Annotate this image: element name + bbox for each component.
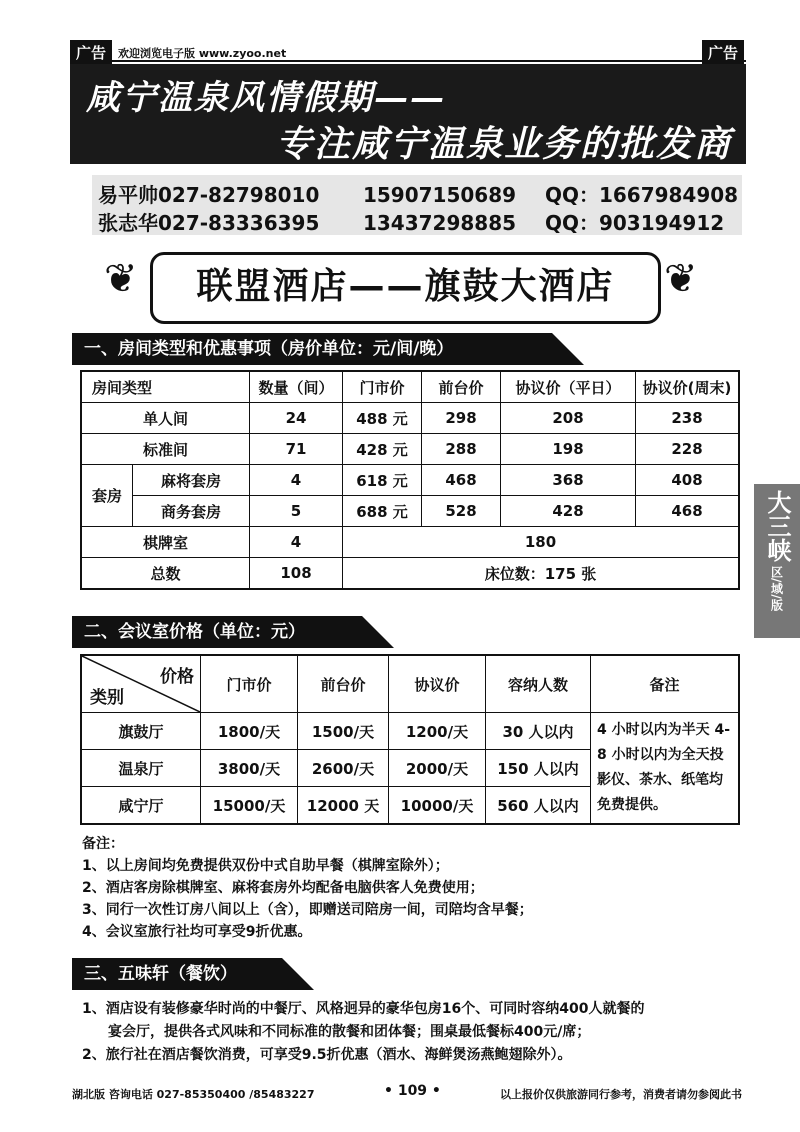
corner-top-label: 价格	[160, 667, 194, 687]
ornament-left-icon: ❦	[104, 256, 138, 302]
room-table	[80, 370, 740, 590]
note-item: 1、以上房间均免费提供双份中式自助早餐（棋牌室除外）；	[82, 858, 449, 874]
cell: 368	[501, 465, 636, 496]
footer-left: 湖北版 咨询电话 027-85350400 /85483227	[72, 1088, 315, 1101]
dining-item: 2、旅行社在酒店餐饮消费，可享受9.5折优惠（酒水、海鲜煲汤燕鲍翅除外）。	[82, 1047, 572, 1063]
page-number: • 109 •	[384, 1083, 441, 1099]
cell: 4	[250, 465, 343, 496]
table-row	[81, 713, 739, 750]
cell: 288	[422, 434, 501, 465]
cell: 618 元	[343, 465, 422, 496]
corner-cell	[81, 655, 201, 713]
site-text: 欢迎浏览电子版 www.zyoo.net	[118, 47, 287, 60]
col-header: 容纳人数	[486, 655, 591, 713]
cell: 2000/天	[389, 750, 486, 787]
col-header: 备注	[591, 655, 740, 713]
cell: 108	[250, 558, 343, 590]
contact-row	[98, 207, 724, 236]
cell: 238	[636, 403, 740, 434]
col-header: 协议价	[389, 655, 486, 713]
cell: 24	[250, 403, 343, 434]
cell: 428 元	[343, 434, 422, 465]
cell: 298	[422, 403, 501, 434]
side-tab-big: 大三峡	[763, 490, 791, 562]
note-item: 2、酒店客房除棋牌室、麻将套房外均配备电脑供客人免费使用；	[82, 880, 484, 896]
cell: 旗鼓厅	[81, 713, 201, 750]
cell: 5	[250, 496, 343, 527]
col-header: 协议价（平日）	[501, 371, 636, 403]
table-header-row	[81, 655, 739, 713]
footer-right: 以上报价仅供旅游同行参考，消费者请勿参阅此书	[500, 1088, 742, 1101]
cell: 468	[422, 465, 501, 496]
cell: 468	[636, 496, 740, 527]
table-row	[81, 434, 739, 465]
table-row	[81, 496, 739, 527]
ad-tag-right: 广告	[702, 40, 744, 65]
cell: 208	[501, 403, 636, 434]
contact-mobile: 13437298885	[362, 211, 517, 235]
cell: 咸宁厅	[81, 787, 201, 825]
cell: 温泉厅	[81, 750, 201, 787]
cell: 428	[501, 496, 636, 527]
cell: 15000/天	[201, 787, 298, 825]
cell: 688 元	[343, 496, 422, 527]
contact-qq: QQ：1667984908	[544, 183, 739, 207]
cell: 30 人以内	[486, 713, 591, 750]
notes-title: 备注：	[82, 836, 124, 852]
note-item: 3、同行一次性订房八间以上（含），即赠送司陪房一间，司陪均含早餐；	[82, 902, 533, 918]
col-header: 数量（间）	[250, 371, 343, 403]
notes-block	[82, 833, 533, 943]
section-1-header	[72, 333, 584, 365]
cell: 12000 天	[298, 787, 389, 825]
cell: 10000/天	[389, 787, 486, 825]
remark-cell: 4 小时以内为半天 4-8 小时以内为全天投影仪、茶水、纸笔均免费提供。	[591, 713, 740, 825]
cell: 单人间	[81, 403, 250, 434]
corner-bottom-label: 类别	[90, 688, 124, 708]
cell: 408	[636, 465, 740, 496]
cell: 1800/天	[201, 713, 298, 750]
col-header: 前台价	[298, 655, 389, 713]
col-header: 房间类型	[81, 371, 250, 403]
cell: 棋牌室	[81, 527, 250, 558]
note-item: 4、会议室旅行社均可享受9折优惠。	[82, 924, 312, 940]
cell: 528	[422, 496, 501, 527]
cell: 488 元	[343, 403, 422, 434]
cell: 180	[343, 527, 740, 558]
dining-item: 宴会厅，提供各式风味和不同标准的散餐和团体餐；围桌最低餐标400元/席；	[108, 1024, 591, 1040]
col-header: 门市价	[343, 371, 422, 403]
table-header-row	[81, 371, 739, 403]
contact-name-phone: 易平帅027-82798010	[98, 183, 320, 207]
cell: 4	[250, 527, 343, 558]
dining-item: 1、酒店设有装修豪华时尚的中餐厅、风格迥异的豪华包房16个、可同时容纳400人就餐的	[82, 1001, 645, 1017]
cell: 标准间	[81, 434, 250, 465]
contact-row	[98, 179, 738, 208]
side-tab	[754, 484, 800, 638]
section-1-title: 一、房间类型和优惠事项（房价单位：元/间/晚）	[84, 339, 454, 359]
table-row	[81, 403, 739, 434]
section-3-header	[72, 958, 314, 990]
col-header: 协议价(周末)	[636, 371, 740, 403]
meeting-room-table	[80, 654, 740, 825]
section-2-header	[72, 616, 394, 648]
table-row	[81, 465, 739, 496]
contact-name-phone: 张志华027-83336395	[98, 211, 320, 235]
col-header: 前台价	[422, 371, 501, 403]
cell: 商务套房	[133, 496, 250, 527]
contact-box	[92, 175, 742, 235]
table-row	[81, 558, 739, 590]
banner-line-1: 咸宁温泉风情假期——	[86, 78, 446, 118]
cell: 总数	[81, 558, 250, 590]
ad-tag-left: 广告	[70, 40, 112, 65]
cell: 228	[636, 434, 740, 465]
col-header: 门市价	[201, 655, 298, 713]
section-2-title: 二、会议室价格（单位：元）	[84, 622, 305, 642]
contact-mobile: 15907150689	[362, 183, 517, 207]
dining-block	[82, 998, 644, 1067]
table-row	[81, 527, 739, 558]
banner-line-2: 专注咸宁温泉业务的批发商	[275, 123, 732, 165]
cell: 1500/天	[298, 713, 389, 750]
section-3-title: 三、五味轩（餐饮）	[84, 964, 237, 984]
cell: 床位数：175 张	[343, 558, 740, 590]
cell: 2600/天	[298, 750, 389, 787]
cell: 560 人以内	[486, 787, 591, 825]
cell: 71	[250, 434, 343, 465]
hotel-title: 联盟酒店——旗鼓大酒店	[150, 252, 661, 324]
cell: 150 人以内	[486, 750, 591, 787]
contact-qq: QQ：903194912	[544, 211, 725, 235]
side-tab-small: 区/域/版	[769, 566, 784, 611]
banner	[70, 64, 746, 164]
cell: 1200/天	[389, 713, 486, 750]
cell: 麻将套房	[133, 465, 250, 496]
ornament-right-icon: ❦	[664, 256, 698, 302]
suite-group-cell: 套房	[81, 465, 133, 527]
cell: 198	[501, 434, 636, 465]
cell: 3800/天	[201, 750, 298, 787]
